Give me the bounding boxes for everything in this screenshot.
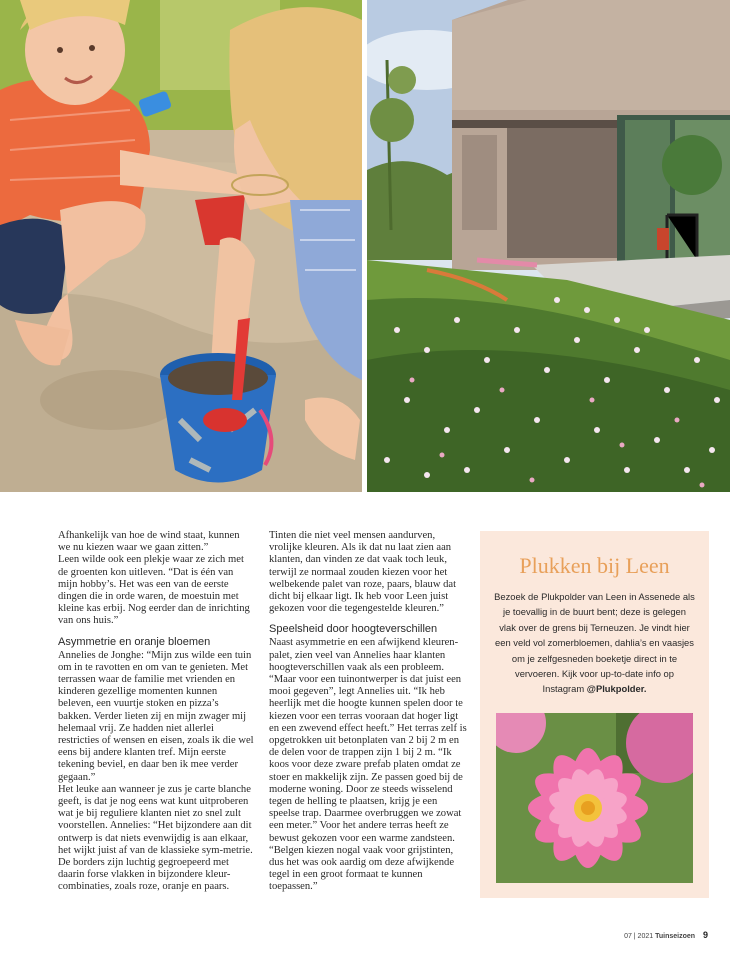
photo-house-garden <box>367 0 730 492</box>
sidebar-text: Bezoek de Plukpolder van Leen in Assenede als je toevallig in de buurt bent; deze is gelegen vlak over de grens bij Terneuzen. Je vindt hier een veld vol zomerbloemen, dahlia’s en vaasjes om je zelfgesneden boeketje direct in te vervoeren. Kijk voor up-to-date info op Instagram <box>494 591 695 695</box>
article-column-2 <box>269 530 468 894</box>
subheading-asymmetrie: Asymmetrie en oranje bloemen <box>58 635 211 648</box>
paragraph: Annelies de Jonghe: “Mijn zus wilde een tuin om in te ravotten en om van te genieten. Met terrassen waar de familie met vrienden en kinderen gezellige momenten kunnen beleven, een vuurtje stoken en pizza’s bakken. Verder lieten zij en mijn zwager mij helemaal vrij. Ze hadden niet allerlei restricties of wensen en eisen, zoals ik die wel eens bij andere klanten tref. Mijn eerste tekening beviel, en daar ben ik mee verder gegaan.” <box>58 649 254 783</box>
paragraph: Leen wilde ook een plekje waar ze zich met de groenten kon uitleven. “Dat is één van mijn hobby’s. Het was een van de eerste dingen die in orde waren, de moestuin met kleine kas erbij. Nog eerder dan de inrichting van ons huis.” <box>58 554 250 627</box>
magazine-name: Tuinseizoen <box>655 933 696 940</box>
sidebar-body <box>494 589 695 697</box>
photo-dahlia <box>496 713 693 883</box>
paragraph: Het leuke aan wanneer je zus je carte blanche geeft, is dat je nog eens wat kunt uitproberen wat je bij reguliere klanten niet zo snel zult voorstellen. Annelies: “Het bijzondere aan dit ontwerp is dat niets evenwijdig is aan elkaar, het wijkt juist af van de klassieke sym-metrie. De borders zijn luchtig gegroepeerd met daarin forse vlakken in bijzondere kleur-combinaties, zoals roze, oranje en paars. <box>58 783 253 893</box>
paragraph: Naast asymmetrie en een afwijkend kleuren-palet, zien veel van Annelies haar klanten hoogteverschillen vaak als een probleem. “Maar voor een tuinontwerper is dat juist een mooi gegeven”, legt Annelies uit. “Ik heb heerlijk met die hoogte kunnen spelen door te kiezen voor een terras vooraan dat hoger ligt en een zwevend effect heeft.” Het terras zelf is opgetrokken uit betonplaten van 2 bij 2 m en de delen voor de trappen zijn 1 bij 2 m. “Ik koos voor deze zware prefab platen omdat ze stoer en makkelijk zijn. Ze passen goed bij de moderne woning. Door ze steeds wisselend tegen de helling te plaatsen, krijg je een speelse trap. Daarmee overbruggen we zowat een meter.” Voor het andere terras heeft ze bewust gekozen voor een warme zandsteen. “Belgen kiezen nogal vaak voor grijstinten, dus het was ook aardig om deze afwijkende tegel in een groot formaat te kunnen toepassen.” <box>269 637 467 893</box>
page-number: 9 <box>702 930 708 940</box>
paragraph: Afhankelijk van hoe de wind staat, kunnen we nu kiezen waar we gaan zitten.” <box>58 530 240 554</box>
photo-children-sandbox <box>0 0 362 492</box>
issue-number: 07 | 2021 <box>624 933 654 940</box>
subheading-speelsheid: Speelsheid door hoogteverschillen <box>269 623 438 636</box>
sidebar-title: Plukken bij Leen <box>519 553 670 578</box>
instagram-handle[interactable]: @Plukpolder. <box>586 683 647 695</box>
article-column-1 <box>58 530 254 894</box>
page-footer <box>624 930 708 940</box>
paragraph: Tinten die niet veel mensen aandurven, vrolijke kleuren. Als ik dat nu laat zien aan klanten, dan vinden ze dat vaak toch leuk, terwijl ze normaal zouden kiezen voor het welbekende palet van roze, paars, blauw dat dicht bij elkaar ligt. Ik heb voor Leen juist gekozen voor die tegengestelde kleuren.” <box>269 530 457 615</box>
sidebar-plukken-bij-leen <box>480 531 709 898</box>
